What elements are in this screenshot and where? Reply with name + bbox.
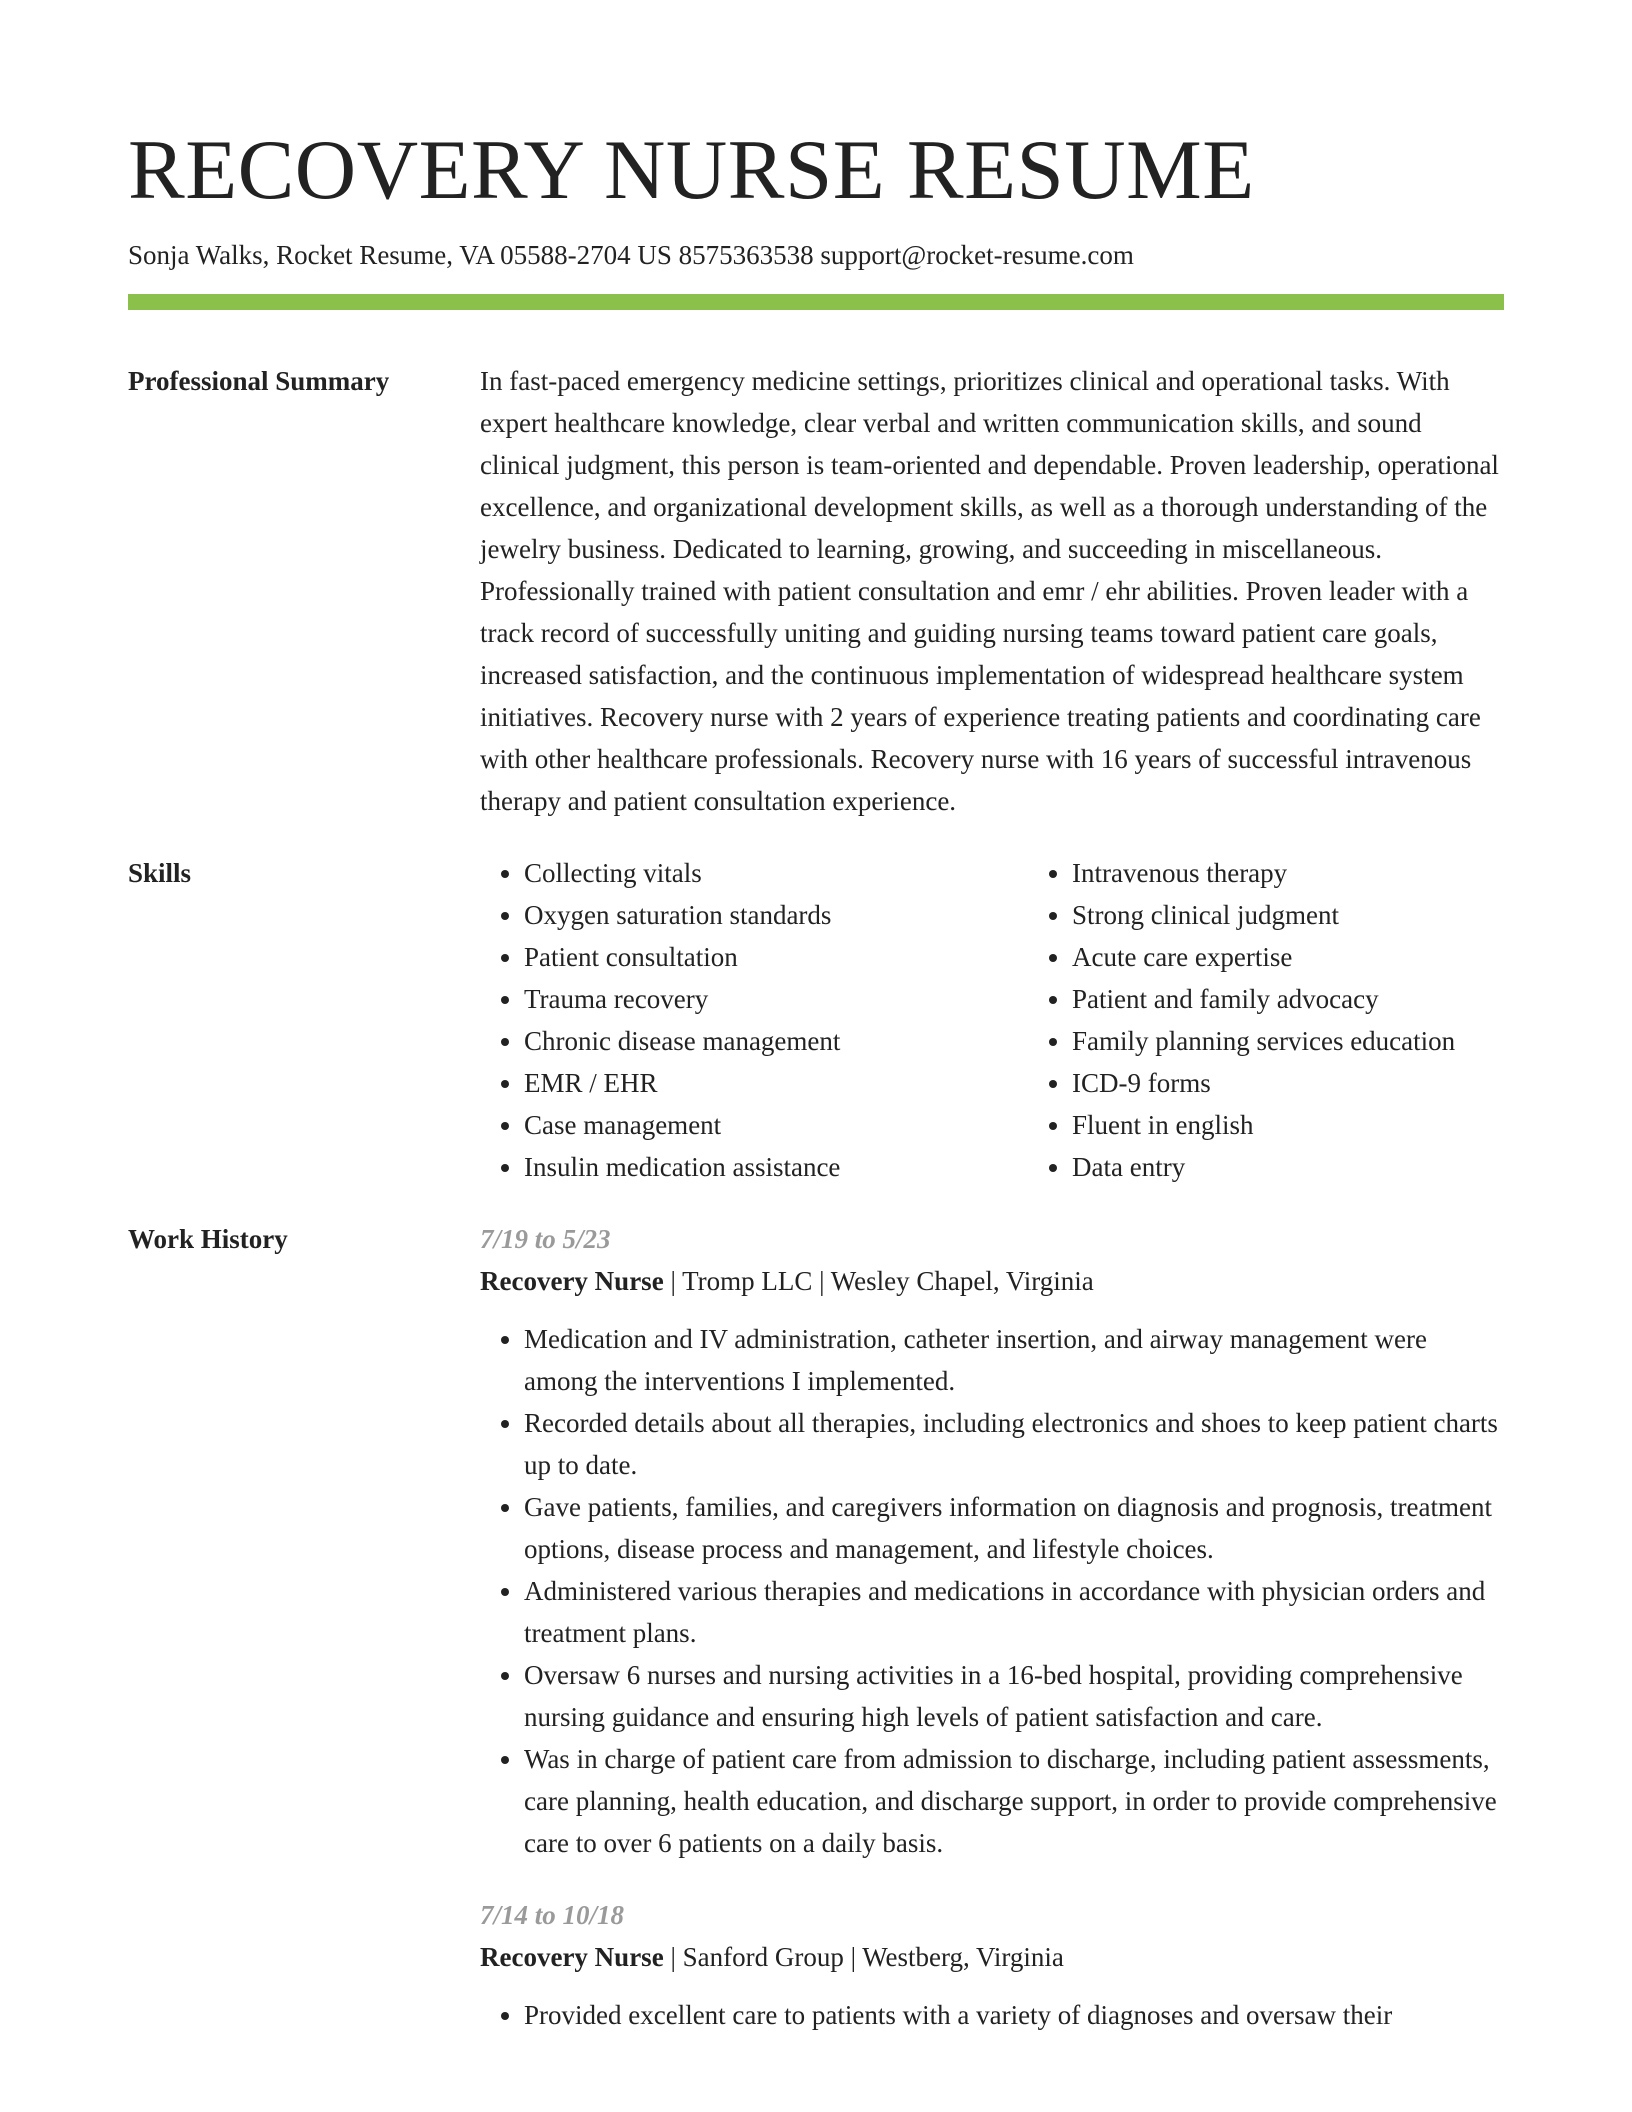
skill-item: • Case management	[524, 1104, 1028, 1146]
job-bullets	[480, 1318, 1504, 1864]
skill-item: • Data entry	[1072, 1146, 1576, 1188]
job-title: Recovery Nurse	[480, 1942, 664, 1972]
job-dates: 7/19 to 5/23	[480, 1224, 611, 1254]
skills-section	[128, 852, 1504, 1188]
skill-item: • Oxygen saturation standards	[524, 894, 1028, 936]
job-bullet: • Medication and IV administration, catheter insertion, and airway management were among the interventions I implemented.	[524, 1318, 1504, 1402]
job-heading	[480, 1260, 1504, 1302]
section-label-skills: Skills	[128, 858, 192, 888]
header-divider	[128, 294, 1504, 310]
job-bullet: • Was in charge of patient care from admission to discharge, including patient assessments, care planning, health education, and discharge support, in order to provide comprehensive care to over 6 patients on a daily basis.	[524, 1738, 1504, 1864]
skill-item: • Trauma recovery	[524, 978, 1028, 1020]
skill-item: • Strong clinical judgment	[1072, 894, 1576, 936]
job-entry	[480, 1218, 1504, 1864]
job-bullet: • Provided excellent care to patients with a variety of diagnoses and oversaw their	[524, 1994, 1504, 2036]
skill-item: • Fluent in english	[1072, 1104, 1576, 1146]
skills-list-left	[480, 852, 1028, 1188]
skill-item: • Intravenous therapy	[1072, 852, 1576, 894]
job-bullet: • Gave patients, families, and caregivers information on diagnosis and prognosis, treatment options, disease process and management, and lifestyle choices.	[524, 1486, 1504, 1570]
skill-item: • EMR / EHR	[524, 1062, 1028, 1104]
skill-item: • Family planning services education	[1072, 1020, 1576, 1062]
skills-list-right	[1028, 852, 1576, 1188]
skill-item: • Acute care expertise	[1072, 936, 1576, 978]
job-bullet: • Oversaw 6 nurses and nursing activities in a 16-bed hospital, providing comprehensive nursing guidance and ensuring high levels of patient satisfaction and care.	[524, 1654, 1504, 1738]
contact-line: Sonja Walks, Rocket Resume, VA 05588-2704 US 8575363538 support@rocket-resume.com	[128, 240, 1134, 270]
job-title: Recovery Nurse	[480, 1266, 664, 1296]
skill-item: • Patient and family advocacy	[1072, 978, 1576, 1020]
job-bullet: • Recorded details about all therapies, including electronics and shoes to keep patient charts up to date.	[524, 1402, 1504, 1486]
job-heading	[480, 1936, 1504, 1978]
skill-item: • ICD-9 forms	[1072, 1062, 1576, 1104]
work-history-section	[128, 1218, 1504, 2066]
summary-text: In fast-paced emergency medicine settings, prioritizes clinical and operational tasks. With expert healthcare knowledge, clear verbal and written communication skills, and sound clinical judgment, this person is team-oriented and dependable. Proven leadership, operational excellence, and organizational development skills, as well as a thorough understanding of the jewelry business. Dedicated to learning, growing, and succeeding in miscellaneous. Professionally trained with patient consultation and emr / ehr abilities. Proven leader with a track record of successfully uniting and guiding nursing teams toward patient care goals, increased satisfaction, and the continuous implementation of widespread healthcare system initiatives. Recovery nurse with 2 years of experience treating patients and coordinating care with other healthcare professionals. Recovery nurse with 16 years of successful intravenous therapy and patient consultation experience.	[480, 366, 1499, 816]
skill-item: • Insulin medication assistance	[524, 1146, 1028, 1188]
job-details: | Tromp LLC | Wesley Chapel, Virginia	[663, 1266, 1094, 1296]
job-dates: 7/14 to 10/18	[480, 1900, 625, 1930]
skill-item: • Patient consultation	[524, 936, 1028, 978]
section-label-work: Work History	[128, 1224, 288, 1254]
professional-summary-section	[128, 360, 1504, 822]
job-entry	[480, 1894, 1504, 2036]
section-label-summary: Professional Summary	[128, 366, 390, 396]
skill-item: • Collecting vitals	[524, 852, 1028, 894]
job-details: | Sanford Group | Westberg, Virginia	[663, 1942, 1064, 1972]
job-bullet: • Administered various therapies and medications in accordance with physician orders and treatment plans.	[524, 1570, 1504, 1654]
job-bullets	[480, 1994, 1504, 2036]
skill-item: • Chronic disease management	[524, 1020, 1028, 1062]
page-title: RECOVERY NURSE RESUME	[128, 123, 1255, 217]
